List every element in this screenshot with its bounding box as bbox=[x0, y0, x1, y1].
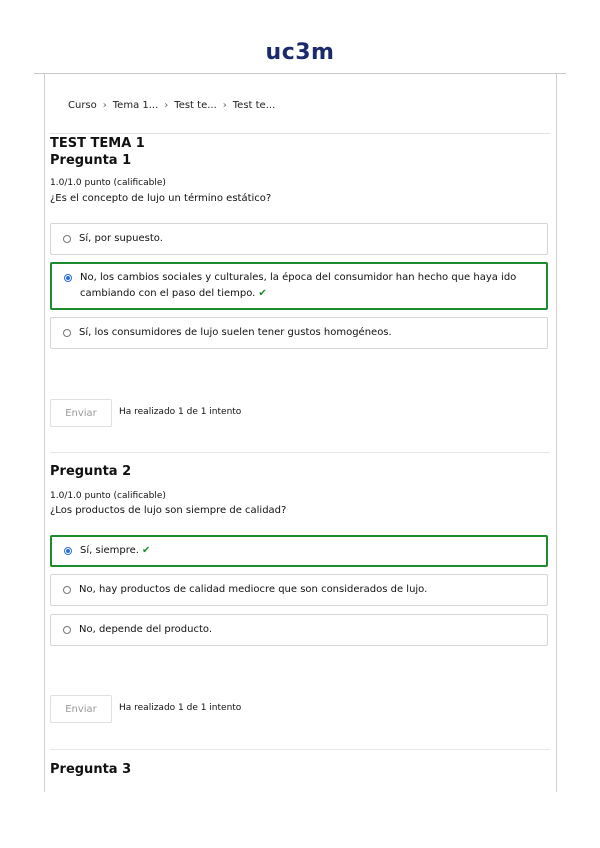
breadcrumb-item-subsection[interactable]: Test te... bbox=[174, 100, 217, 111]
breadcrumb bbox=[68, 100, 275, 111]
attempts-status: Ha realizado 1 de 1 intento bbox=[119, 407, 242, 417]
question-2-option-1[interactable] bbox=[50, 535, 548, 567]
question-1-prompt: ¿Es el concepto de lujo un término estático? bbox=[50, 193, 272, 204]
breadcrumb-item-unit[interactable]: Tema 1... bbox=[112, 100, 159, 111]
content-frame-left-border bbox=[44, 74, 45, 792]
content-frame-right-border bbox=[556, 74, 557, 792]
attempts-status: Ha realizado 1 de 1 intento bbox=[119, 703, 242, 713]
unit-title: TEST TEMA 1 bbox=[50, 136, 145, 151]
radio-button[interactable] bbox=[63, 586, 71, 594]
question-1-title: Pregunta 1 bbox=[50, 153, 132, 168]
question-1-points: 1.0/1.0 punto (calificable) bbox=[50, 178, 166, 188]
uc3m-logo: uc3m bbox=[265, 40, 335, 65]
question-2-title: Pregunta 2 bbox=[50, 464, 132, 479]
option-label: No, hay productos de calidad mediocre que son considerados de lujo. bbox=[79, 584, 428, 595]
question-1-option-3[interactable] bbox=[50, 317, 548, 349]
radio-button[interactable] bbox=[63, 626, 71, 634]
question-divider bbox=[50, 749, 550, 750]
header-divider bbox=[34, 73, 566, 74]
chevron-right-icon: › bbox=[222, 100, 227, 111]
option-label: No, depende del producto. bbox=[79, 624, 213, 635]
question-2-prompt: ¿Los productos de lujo son siempre de calidad? bbox=[50, 505, 287, 516]
breadcrumb-item-course[interactable]: Curso bbox=[68, 100, 97, 111]
radio-button[interactable] bbox=[63, 329, 71, 337]
chevron-right-icon: › bbox=[164, 100, 169, 111]
breadcrumb-item-current[interactable]: Test te... bbox=[232, 100, 276, 111]
question-3-title: Pregunta 3 bbox=[50, 762, 132, 777]
option-label: Sí, por supuesto. bbox=[79, 233, 163, 244]
option-label: Sí, los consumidores de lujo suelen tener gustos homogéneos. bbox=[79, 327, 392, 338]
radio-button[interactable] bbox=[64, 547, 72, 555]
radio-button[interactable] bbox=[63, 235, 71, 243]
question-2-option-2[interactable] bbox=[50, 574, 548, 606]
option-label: Sí, siempre. ✔ bbox=[80, 545, 151, 556]
question-2-option-3[interactable] bbox=[50, 614, 548, 646]
submit-button[interactable]: Enviar bbox=[50, 399, 112, 427]
checkmark-icon: ✔ bbox=[258, 288, 267, 299]
question-2-points: 1.0/1.0 punto (calificable) bbox=[50, 491, 166, 501]
question-1-option-2[interactable] bbox=[50, 262, 548, 310]
submit-button[interactable]: Enviar bbox=[50, 695, 112, 723]
question-divider bbox=[50, 452, 550, 453]
breadcrumb-divider bbox=[50, 133, 550, 134]
radio-button[interactable] bbox=[64, 274, 72, 282]
chevron-right-icon: › bbox=[102, 100, 107, 111]
checkmark-icon: ✔ bbox=[141, 545, 151, 556]
question-1-option-1[interactable] bbox=[50, 223, 548, 255]
option-label: No, los cambios sociales y culturales, la época del consumidor han hecho que haya ido cambiando con el paso del tiempo. ✔ bbox=[80, 272, 517, 299]
